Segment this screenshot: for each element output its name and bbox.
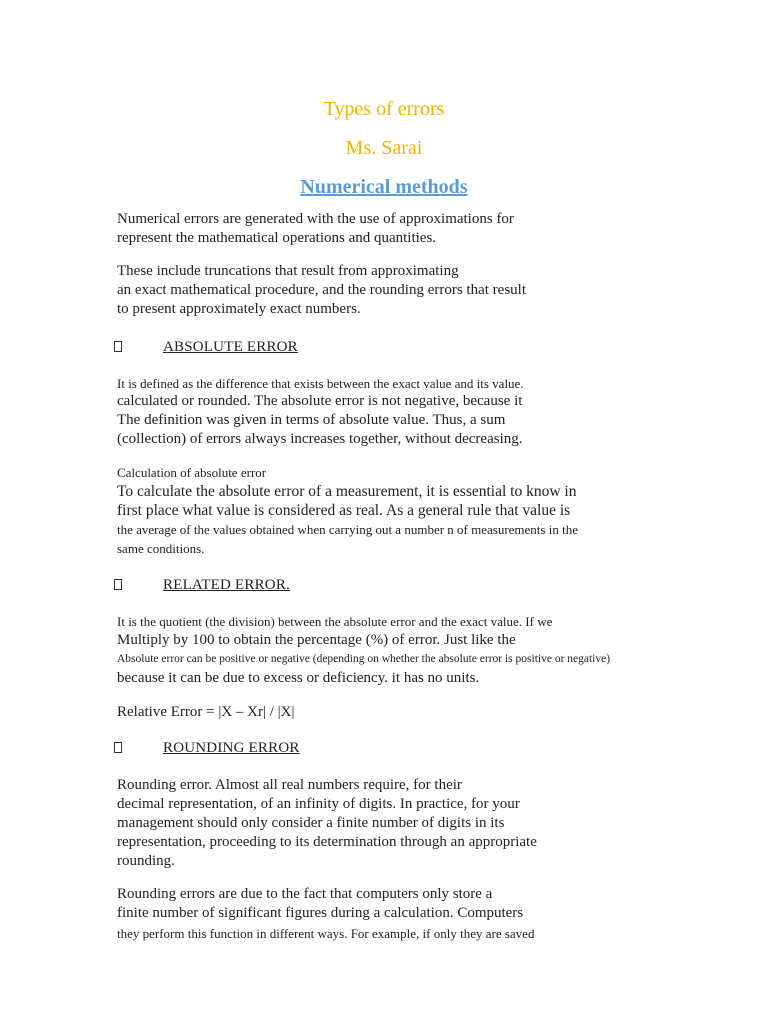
rounding-p2-line-3: they perform this function in different ways. For example, if only they are saved [117, 926, 535, 941]
intro-p2-line-2: an exact mathematical procedure, and the rounding errors that result [117, 282, 526, 298]
absolute-p1-line-1: It is defined as the difference that exists between the exact value and its value. [117, 376, 524, 391]
relative-error-formula: Relative Error = |X – Xr| / |X| [117, 704, 295, 720]
rounding-p2-line-1: Rounding errors are due to the fact that computers only store a [117, 886, 493, 902]
intro-p2-line-1: These include truncations that result from approximating [117, 263, 459, 279]
document-title: Types of errors [323, 98, 445, 120]
absolute-p2-line-2: first place what value is considered as real. As a general rule that value is [117, 502, 571, 519]
rounding-error-heading-text: ROUNDING ERROR [163, 740, 300, 756]
related-error-heading-text: RELATED ERROR. [163, 577, 290, 593]
bullet-box-icon [114, 579, 122, 590]
absolute-p2-line-1: To calculate the absolute error of a measurement, it is essential to know in [117, 483, 577, 500]
absolute-error-heading-text: ABSOLUTE ERROR [163, 339, 298, 355]
related-p1-line-4: because it can be due to excess or deficiency. it has no units. [117, 670, 480, 686]
related-p1-line-2: Multiply by 100 to obtain the percentage (%) of error. Just like the [117, 632, 516, 648]
related-p1-line-3: Absolute error can be positive or negative (depending on whether the absolute error is positive or negative) [117, 653, 611, 665]
absolute-p2-line-3: the average of the values obtained when carrying out a number n of measurements in the [117, 522, 578, 537]
rounding-p1-line-2: decimal representation, of an infinity of digits. In practice, for your [117, 796, 520, 812]
bullet-box-icon [114, 341, 122, 352]
rounding-p1-line-1: Rounding error. Almost all real numbers require, for their [117, 777, 462, 793]
subject-link[interactable] [0, 176, 768, 199]
absolute-p1-line-2: calculated or rounded. The absolute error is not negative, because it [117, 393, 523, 409]
intro-p2-line-3: to present approximately exact numbers. [117, 301, 361, 317]
subject-link-text[interactable]: Numerical methods [300, 176, 468, 198]
bullet-box-icon [114, 742, 122, 753]
related-p1-line-1: It is the quotient (the division) between the absolute error and the exact value. If we [117, 614, 553, 629]
rounding-p1-line-3: management should only consider a finite number of digits in its [117, 815, 505, 831]
rounding-p2-line-2: finite number of significant figures during a calculation. Computers [117, 905, 524, 921]
document-author: Ms. Sarai [345, 137, 423, 159]
intro-p1-line-1: Numerical errors are generated with the use of approximations for [117, 211, 514, 227]
rounding-p1-line-5: rounding. [117, 853, 175, 869]
rounding-p1-line-4: representation, proceeding to its determination through an appropriate [117, 834, 537, 850]
absolute-p2-line-4: same conditions. [117, 541, 205, 556]
absolute-p1-line-4: (collection) of errors always increases together, without decreasing. [117, 431, 523, 447]
absolute-calc-label: Calculation of absolute error [117, 465, 267, 480]
absolute-p1-line-3: The definition was given in terms of absolute value. Thus, a sum [117, 412, 506, 428]
intro-p1-line-2: represent the mathematical operations and quantities. [117, 230, 437, 246]
